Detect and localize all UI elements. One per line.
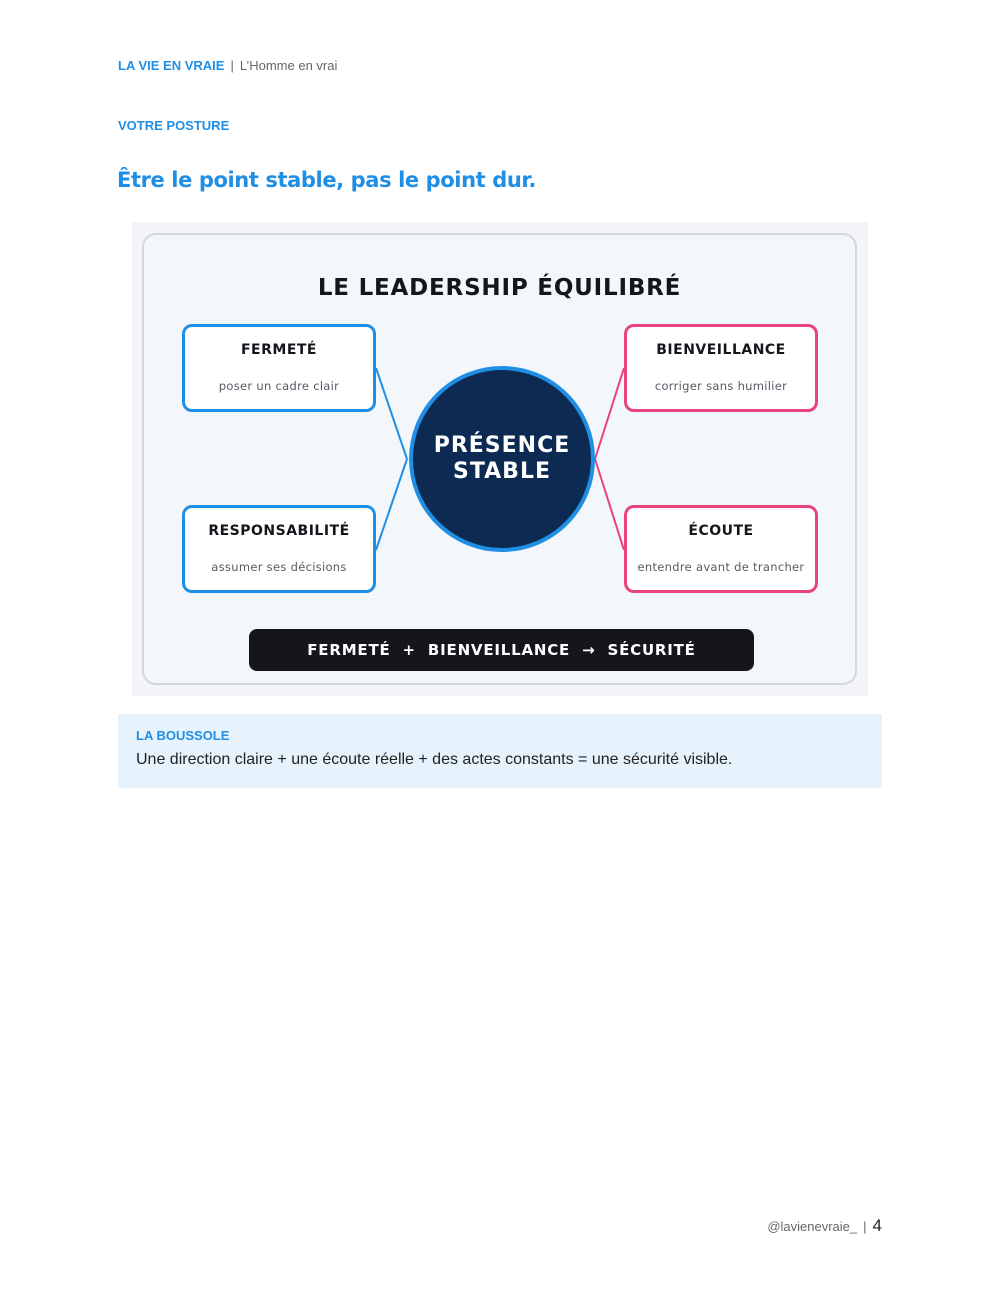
plus-sign: + [402, 641, 416, 659]
center-circle [409, 366, 595, 552]
page-footer [767, 1216, 882, 1236]
connector-ecoute [595, 459, 624, 550]
center-line-2: STABLE [453, 459, 551, 484]
box-subtitle: assumer ses décisions [211, 560, 347, 574]
box-bienveillance [624, 324, 818, 412]
box-title: ÉCOUTE [688, 523, 754, 539]
box-fermete [182, 324, 376, 412]
diagram-title: LE LEADERSHIP ÉQUILIBRÉ [317, 275, 682, 301]
diagram-card [142, 233, 857, 685]
section-label: VOTRE POSTURE [118, 118, 230, 133]
leadership-diagram [132, 222, 868, 696]
box-subtitle: corriger sans humilier [654, 379, 788, 393]
box-subtitle: entendre avant de trancher [637, 560, 805, 574]
connector-fermete [376, 368, 407, 459]
box-title: RESPONSABILITÉ [208, 523, 350, 539]
box-ecoute [624, 505, 818, 593]
formula-middle: BIENVEILLANCE [427, 641, 571, 659]
connector-responsabilite [376, 459, 407, 550]
box-title: BIENVEILLANCE [656, 342, 786, 358]
connector-bienveillance [595, 368, 624, 459]
page-title: Être le point stable, pas le point dur. [117, 168, 536, 192]
box-subtitle: poser un cadre clair [218, 379, 340, 393]
box-responsabilite [182, 505, 376, 593]
brand-name: LA VIE EN VRAIE [118, 58, 225, 73]
arrow-icon: → [582, 641, 596, 659]
formula-right: SÉCURITÉ [607, 641, 696, 659]
formula-left: FERMETÉ [307, 641, 391, 659]
header-subtitle: L’Homme en vrai [239, 58, 338, 73]
footer-handle: @lavienevraie_ [767, 1219, 858, 1234]
page-number: 4 [872, 1216, 882, 1235]
page-header [118, 58, 337, 73]
callout-box [118, 714, 882, 788]
footer-separator: | [863, 1219, 867, 1234]
callout-text: Une direction claire + une écoute réelle + des actes constants = une sécurité visible. [136, 751, 733, 768]
callout-title: LA BOUSSOLE [136, 728, 230, 743]
header-separator: | [230, 58, 234, 73]
box-title: FERMETÉ [240, 342, 317, 358]
formula-banner [249, 629, 754, 671]
center-line-1: PRÉSENCE [433, 433, 571, 458]
